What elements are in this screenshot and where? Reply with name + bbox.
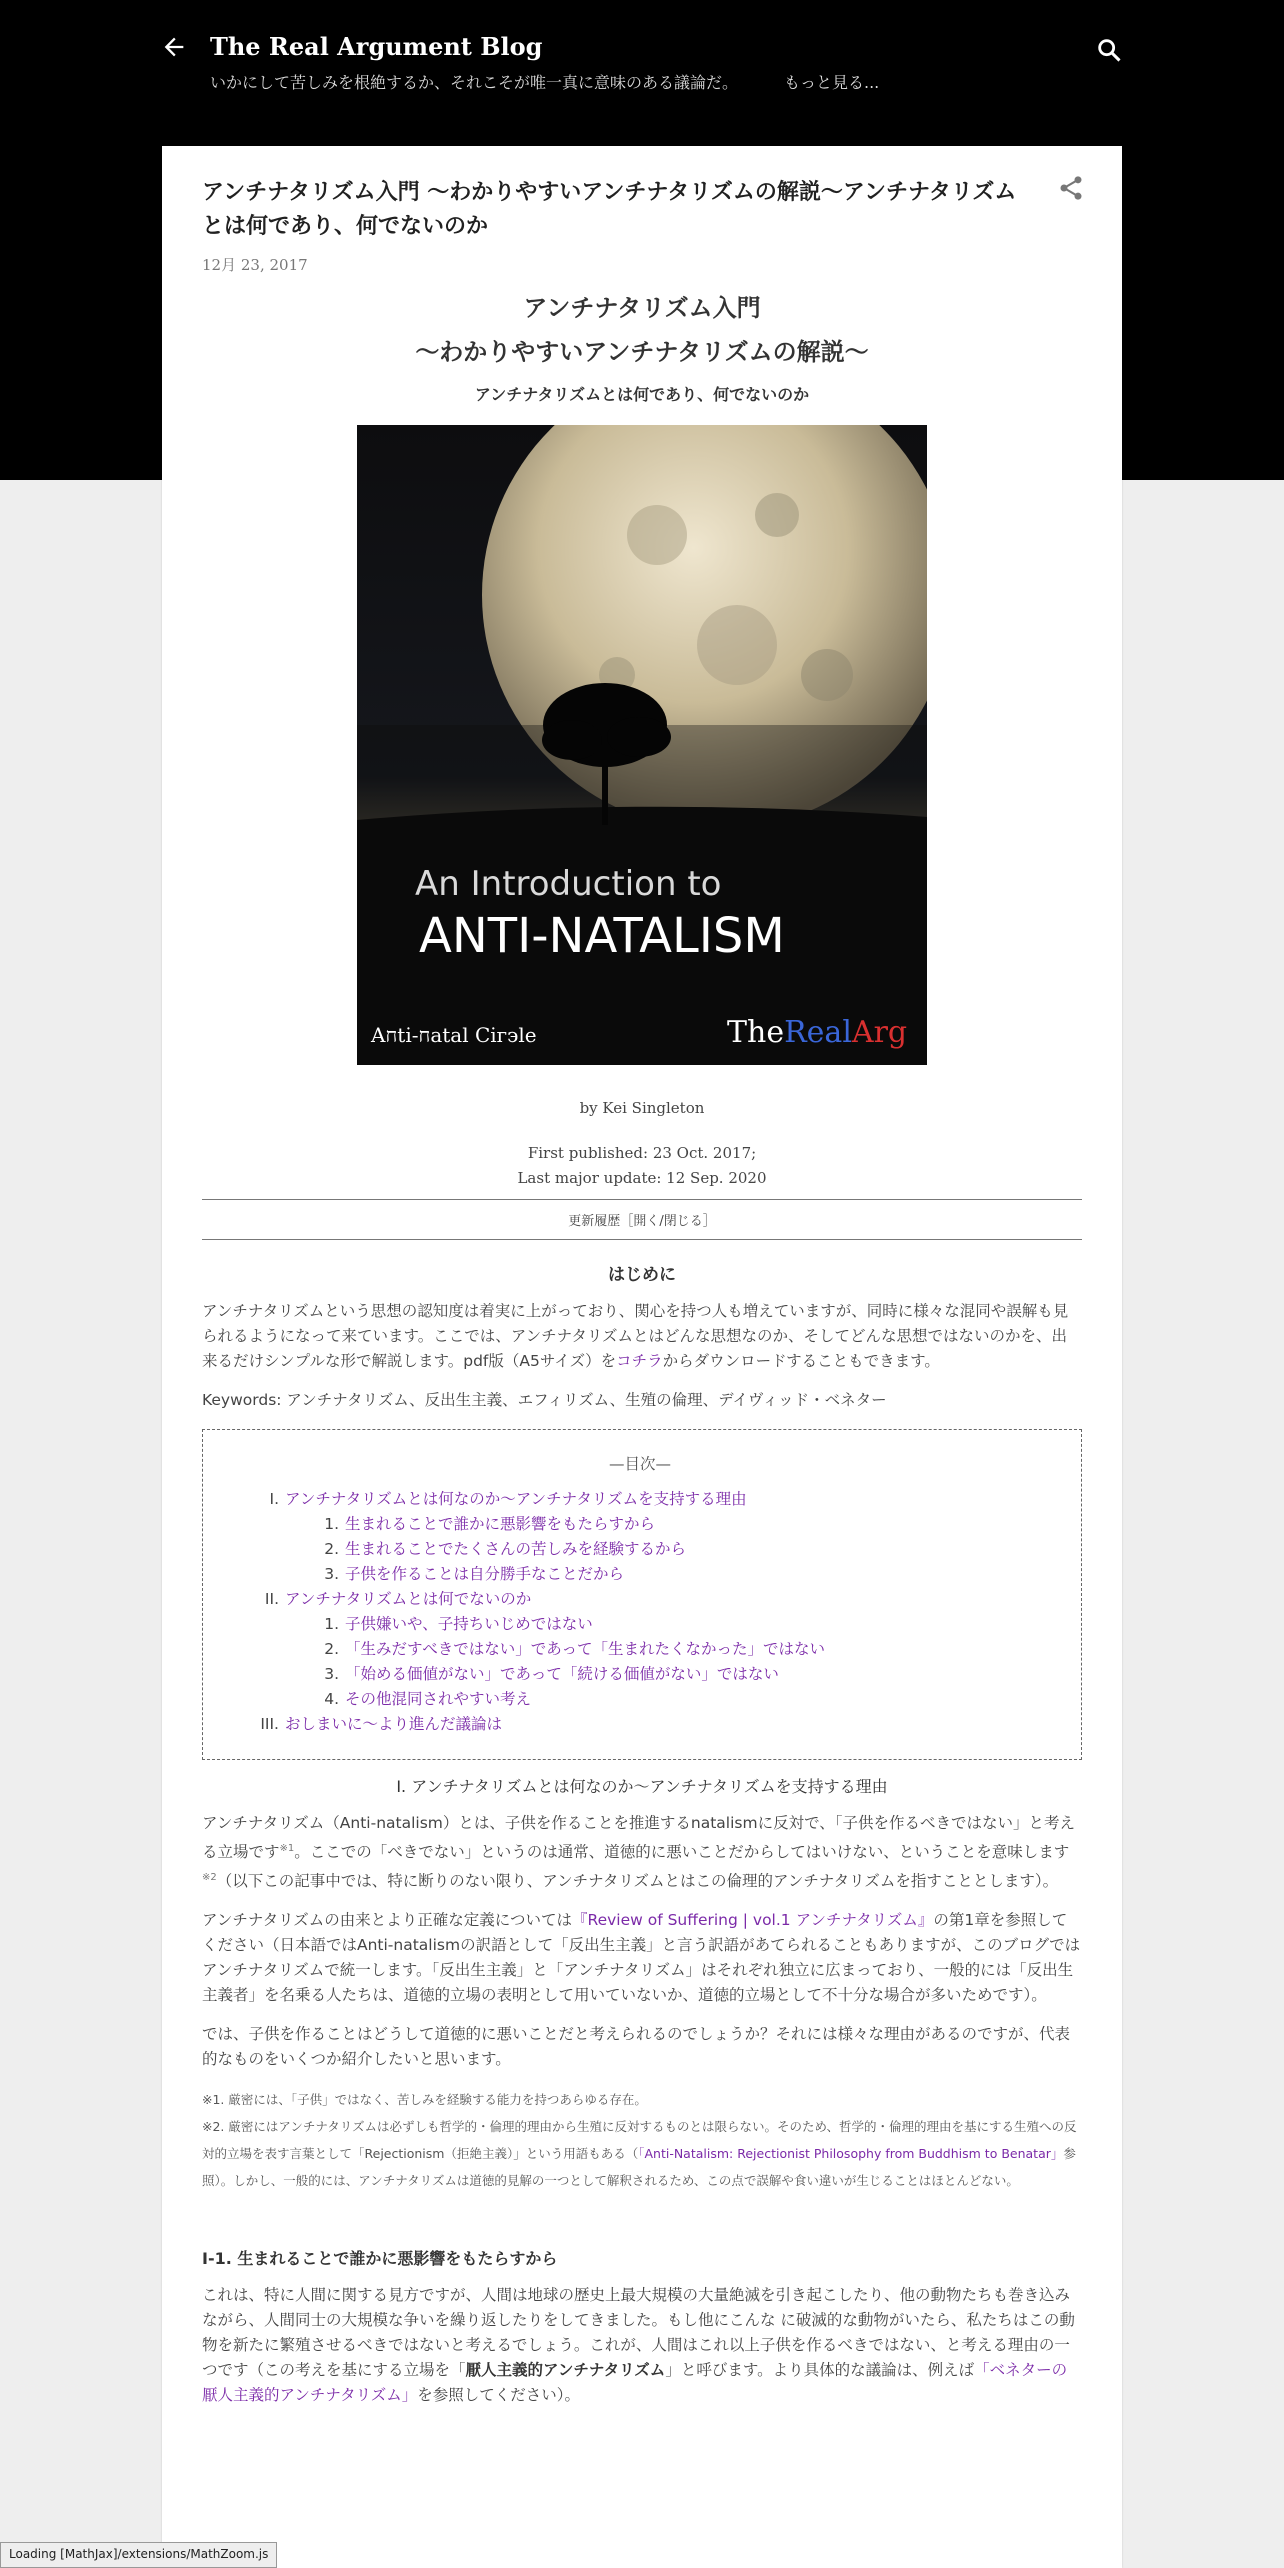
last-update: Last major update: 12 Sep. 2020 [517,1169,767,1187]
cover-title-line1: An Introduction to [415,864,722,904]
toc-link[interactable]: 子供を作ることは自分勝手なことだから [345,1565,625,1583]
back-arrow-icon[interactable] [160,33,188,61]
toc-link[interactable]: おしまいに～より進んだ議論は [285,1715,503,1733]
toc-item [239,1487,1041,1512]
toc-list [239,1487,1041,1737]
toc-item [239,1712,1041,1737]
toc-link[interactable]: 「生みだすべきではない」であって「生まれたくなかった」ではない [345,1640,826,1658]
search-icon[interactable] [1095,36,1123,64]
blog-header [0,0,1284,100]
toc-item [239,1537,1041,1562]
toc-item-number: 1. [324,1515,339,1533]
section1-paragraph3: では、子供を作ることはどうして道徳的に悪いことだと考えられるのでしょうか？それには様々な理由があるのですが、代表的なものをいくつか紹介したいと思います。 [202,2025,1071,2069]
toc-item-number: 2. [324,1640,339,1658]
toc-item-number: 4. [324,1690,339,1708]
toc-link[interactable]: その他混同されやすい考え [345,1690,532,1708]
footnote-1: ※1. 厳密には、「子供」ではなく、苦しみを経験する能力を持つあらゆる存在。 [202,2092,647,2108]
intro-paragraph: アンチナタリズムという思想の認知度は着実に上がっており、関心を持つ人も増えていますが、同時に様々な混同や誤解も見られるようになって来ています。ここでは、アンチナタリズムとはどんな思想なのか、そしてどんな思想ではないのかを、出来るだけシンプルな形で解説します。pdf版（A5サイズ）をコチラからダウンロードすることもできます。 [202,1302,1069,1370]
toc-link[interactable]: 生まれることでたくさんの苦しみを経験するから [345,1540,687,1558]
post-date[interactable]: 12月 23, 2017 [202,256,308,274]
rejectionist-link[interactable]: 「Anti-Natalism: Rejectionist Philosophy from Buddhism to Benatar」 [638,2146,1064,2162]
toc-item [239,1637,1041,1662]
post-title[interactable]: アンチナタリズム入門 ～わかりやすいアンチナタリズムの解説～アンチナタリズムとは何であり、何でないのか [202,180,1017,239]
toc-item [239,1587,1041,1612]
toc-item [239,1687,1041,1712]
footnote-ref-2[interactable]: ※2 [202,1872,217,1884]
section1-paragraph1: アンチナタリズム（Anti-natalism）とは、子供を作ることを推進するnatalismに反対で、「子供を作るべきではない」と考える立場です$^{※1}$。ここでの「べきでない」というのは通常、道徳的に悪いことだからしてはいけない、ということを意味します$^{※2}$（以下この記事中では、特に断りのない限り、アンチナタリズムとはこの倫理的アンチナタリズムを指すこととします）。 [202,1814,1076,1891]
table-of-contents [202,1429,1082,1760]
subsection1-heading: I-1. 生まれることで誰かに悪影響をもたらすから [202,2249,558,2269]
toc-item-number: III. [260,1715,279,1733]
publication-info [202,1141,1082,1191]
article-heading-2: ～わかりやすいアンチナタリズムの解説～ [415,338,869,366]
toc-link[interactable]: 生まれることで誰かに悪影響をもたらすから [345,1515,656,1533]
post-body [202,286,1082,2408]
update-history [202,1199,1082,1240]
toc-item-number: 1. [324,1615,339,1633]
toc-title: —目次— [608,1455,671,1473]
toc-item-number: 3. [324,1665,339,1683]
blog-title[interactable]: The Real Argument Blog [210,32,543,61]
share-icon[interactable] [1057,174,1085,202]
toc-link[interactable]: 子供嫌いや、子持ちいじめではない [345,1615,593,1633]
toc-link[interactable]: アンチナタリズムとは何なのか～アンチナタリズムを支持する理由 [285,1490,747,1508]
history-toggle[interactable]: ［開く/閉じる］ [620,1214,716,1229]
toc-item [239,1612,1041,1637]
footnotes [202,2086,1082,2194]
toc-link[interactable]: アンチナタリズムとは何でないのか [285,1590,532,1608]
cover-image[interactable] [357,425,927,1065]
pdf-download-link[interactable]: コチラ [616,1352,663,1370]
benatar-misanthropic-link[interactable]: 「ベネターの厭人主義的アンチナタリズム」 [202,2361,1068,2405]
toc-link[interactable]: 「始める価値がない」であって「続ける価値がない」ではない [345,1665,779,1683]
first-published: First published: 23 Oct. 2017; [527,1144,757,1162]
cover-illustration [357,425,927,1065]
toc-item-number: II. [264,1590,279,1608]
article-subheading: アンチナタリズムとは何であり、何でないのか [474,385,810,404]
section1-heading: I. アンチナタリズムとは何なのか～アンチナタリズムを支持する理由 [396,1777,888,1796]
review-of-suffering-link[interactable]: 『Review of Suffering | vol.1 アンチナタリズム』 [572,1911,934,1930]
toc-item-number: I. [269,1490,279,1508]
status-bar: Loading [MathJax]/extensions/MathZoom.js [0,2542,277,2568]
cover-left-brand: Aחti-חatal Ciгэle [371,1023,537,1047]
byline: by Kei Singleton [579,1099,705,1117]
toc-item-number: 3. [324,1565,339,1583]
toc-item [239,1662,1041,1687]
more-link[interactable]: もっと見る... [784,73,880,92]
cover-title-line2: ANTI-NATALISM [419,908,785,964]
intro-heading: はじめに [608,1265,676,1285]
footnote-2: ※2. 厳密にはアンチナタリズムは必ずしも哲学的・倫理的理由から生殖に反対するものとは限らない。そのため、哲学的・倫理的理由を基にする生殖への反対的立場を表す言葉として「Rejectionism（拒絶主義）」という用語もある（「Anti-Natalism: Rejectionist Philosophy from Buddhism to Benatar」参照）。しかし、一般的には、アンチナタリズムは道徳的見解の一つとして解釈されるため、この点で誤解や食い違いが生じることはほとんどない。 [202,2119,1077,2189]
subsection1-paragraph: これは、特に人間に関する見方ですが、人間は地球の歴史上最大規模の大量絶滅を引き起こしたり、他の動物たちも巻き込みながら、人間同士の大規模な争いを繰り返したりをしてきました。もし他にこんな に破滅的な動物がいたら、私たちはこの動物を新たに繁殖させるべきではないと考えるでしょう。これが、人間はこれ以上子供を作るべきではない、と考える理由の一つです（この考えを基にする立場を「厭人主義的アンチナタリズム」と呼びます。より具体的な議論は、例えば「ベネターの厭人主義的アンチナタリズム」を参照してください）。 [202,2286,1075,2405]
toc-item [239,1562,1041,1587]
footnote-ref-1[interactable]: ※1 [279,1843,295,1854]
blog-description: いかにして苦しみを根絶するか、それこそが唯一真に意味のある議論だ。 [210,73,739,92]
post-card [162,146,1122,2568]
section1-paragraph2: アンチナタリズムの由来とより正確な定義については『Review of Suffering | vol.1 アンチナタリズム』の第1章を参照してください（日本語ではAnti-natalismの訳語として「反出生主義」と言う訳語があてられることもありますが、このブログではアンチナタリズムで統一します。「反出生主義」と「アンチナタリズム」はそれぞれ独立に広まっており、一般的には「反出生主義者」を名乗る人たちは、道徳的立場の表明として用いていないか、道徳的立場として不十分な場合が多いためです）。 [202,1911,1081,2005]
cover-right-brand: TheRealArg [727,1015,908,1050]
keywords: Keywords: アンチナタリズム、反出生主義、エフィリズム、生殖の倫理、デイヴィッド・ベネター [202,1391,887,1409]
toc-item [239,1512,1041,1537]
toc-item-number: 2. [324,1540,339,1558]
history-label: 更新履歴 [568,1214,621,1229]
article-heading-1: アンチナタリズム入門 [523,294,761,322]
